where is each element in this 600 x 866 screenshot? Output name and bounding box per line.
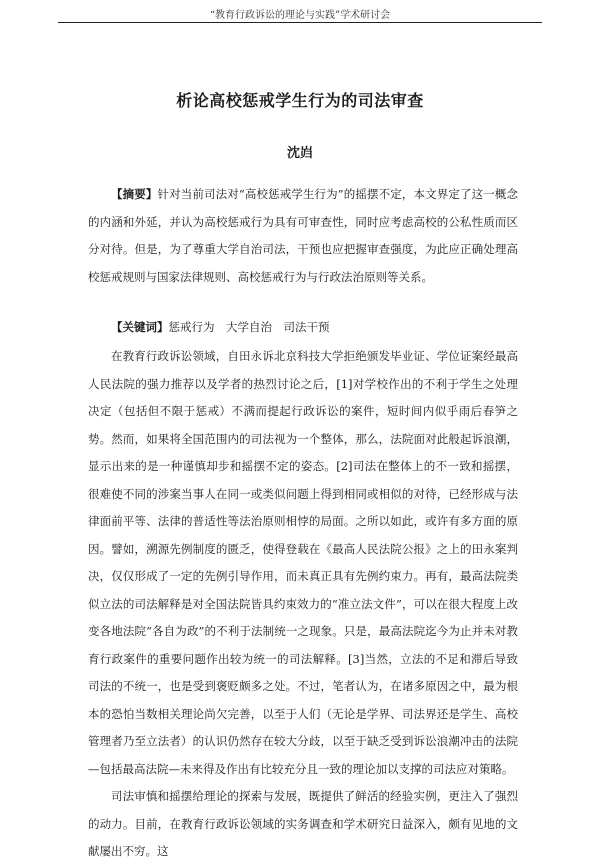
keywords-label: 【关键词】	[111, 320, 169, 334]
body-text	[88, 343, 518, 866]
keywords-paragraph	[88, 314, 518, 342]
abstract-text: 针对当前司法对“高校惩戒学生行为”的摇摆不定，本文界定了这一概念的内涵和外延，并认为高校惩戒行为具有可审查性，同时应考虑高校的公私性质而区分对待。但是，为了尊重大学自治司法，干预也应把握审查强度，为此应正确处理高校惩戒规则与国家法律规则、高校惩戒行为与行政法治原则等关系。	[88, 187, 518, 284]
abstract	[88, 181, 518, 291]
article-author: 沈岿	[286, 146, 313, 161]
keywords-text: 惩戒行为 大学自治 司法干预	[168, 320, 330, 334]
abstract-label: 【摘要】	[111, 187, 158, 201]
body-paragraph: 司法审慎和摇摆给理论的探索与发展，既提供了鲜活的经验实例，更注入了强烈的动力。目前，在教育行政诉讼领域的实务调查和学术研究日益深入，颇有见地的文献屡出不穷。这	[88, 789, 518, 858]
article-title: 析论高校惩戒学生行为的司法审查	[176, 91, 424, 110]
running-header: “教育行政诉讼的理论与实践”学术研讨会	[209, 10, 391, 21]
body-paragraph: 在教育行政诉讼领域，自田永诉北京科技大学拒绝颁发毕业证、学位证案经最高人民法院的强力推荐以及学者的热烈讨论之后，[1]对学校作出的不利于学生之处理决定（包括但不限于惩戒）不满而提起行政诉讼的案件，短时间内似乎雨后春笋之势。然而，如果将全国范围内的司法视为一个整体，那么，法院面对此般起诉浪潮，显示出来的是一种谨慎却步和摇摆不定的姿态。[2]司法在整体上的不一致和摇摆，很难使不同的涉案当事人在同一或类似问题上得到相同或相似的对待，已经形成与法律面前平等、法律的普适性等法治原则相悖的局面。之所以如此，或许有多方面的原因。譬如，溯源先例制度的匮乏，使得登载在《最高人民法院公报》之上的田永案判决，仅仅形成了一定的先例引导作用，而未真正具有先例约束力。再有，最高法院类似立法的司法解释是对全国法院皆具约束效力的“准立法文件”，可以在很大程度上改变各地法院“各自为政”的不利于法制统一之现象。只是，最高法院迄今为止并未对教育行政案件的重要问题作出较为统一的司法解释。[3]当然，立法的不足和滞后导致司法的不统一，也是受到褒贬颇多之处。不过，笔者认为，在诸多原因之中，最为根本的恐怕当数相关理论尚欠完善，以至于人们（无论是学界、司法界还是学生、高校管理者乃至立法者）的认识仍然存在较大分歧，以至于缺乏受到诉讼浪潮冲击的法院—包括最高法院—未来得及作出有比较充分且一致的理论加以支撑的司法应对策略。	[88, 349, 518, 776]
abstract-paragraph	[88, 181, 518, 291]
keywords	[88, 314, 518, 342]
header-rule	[58, 22, 542, 23]
